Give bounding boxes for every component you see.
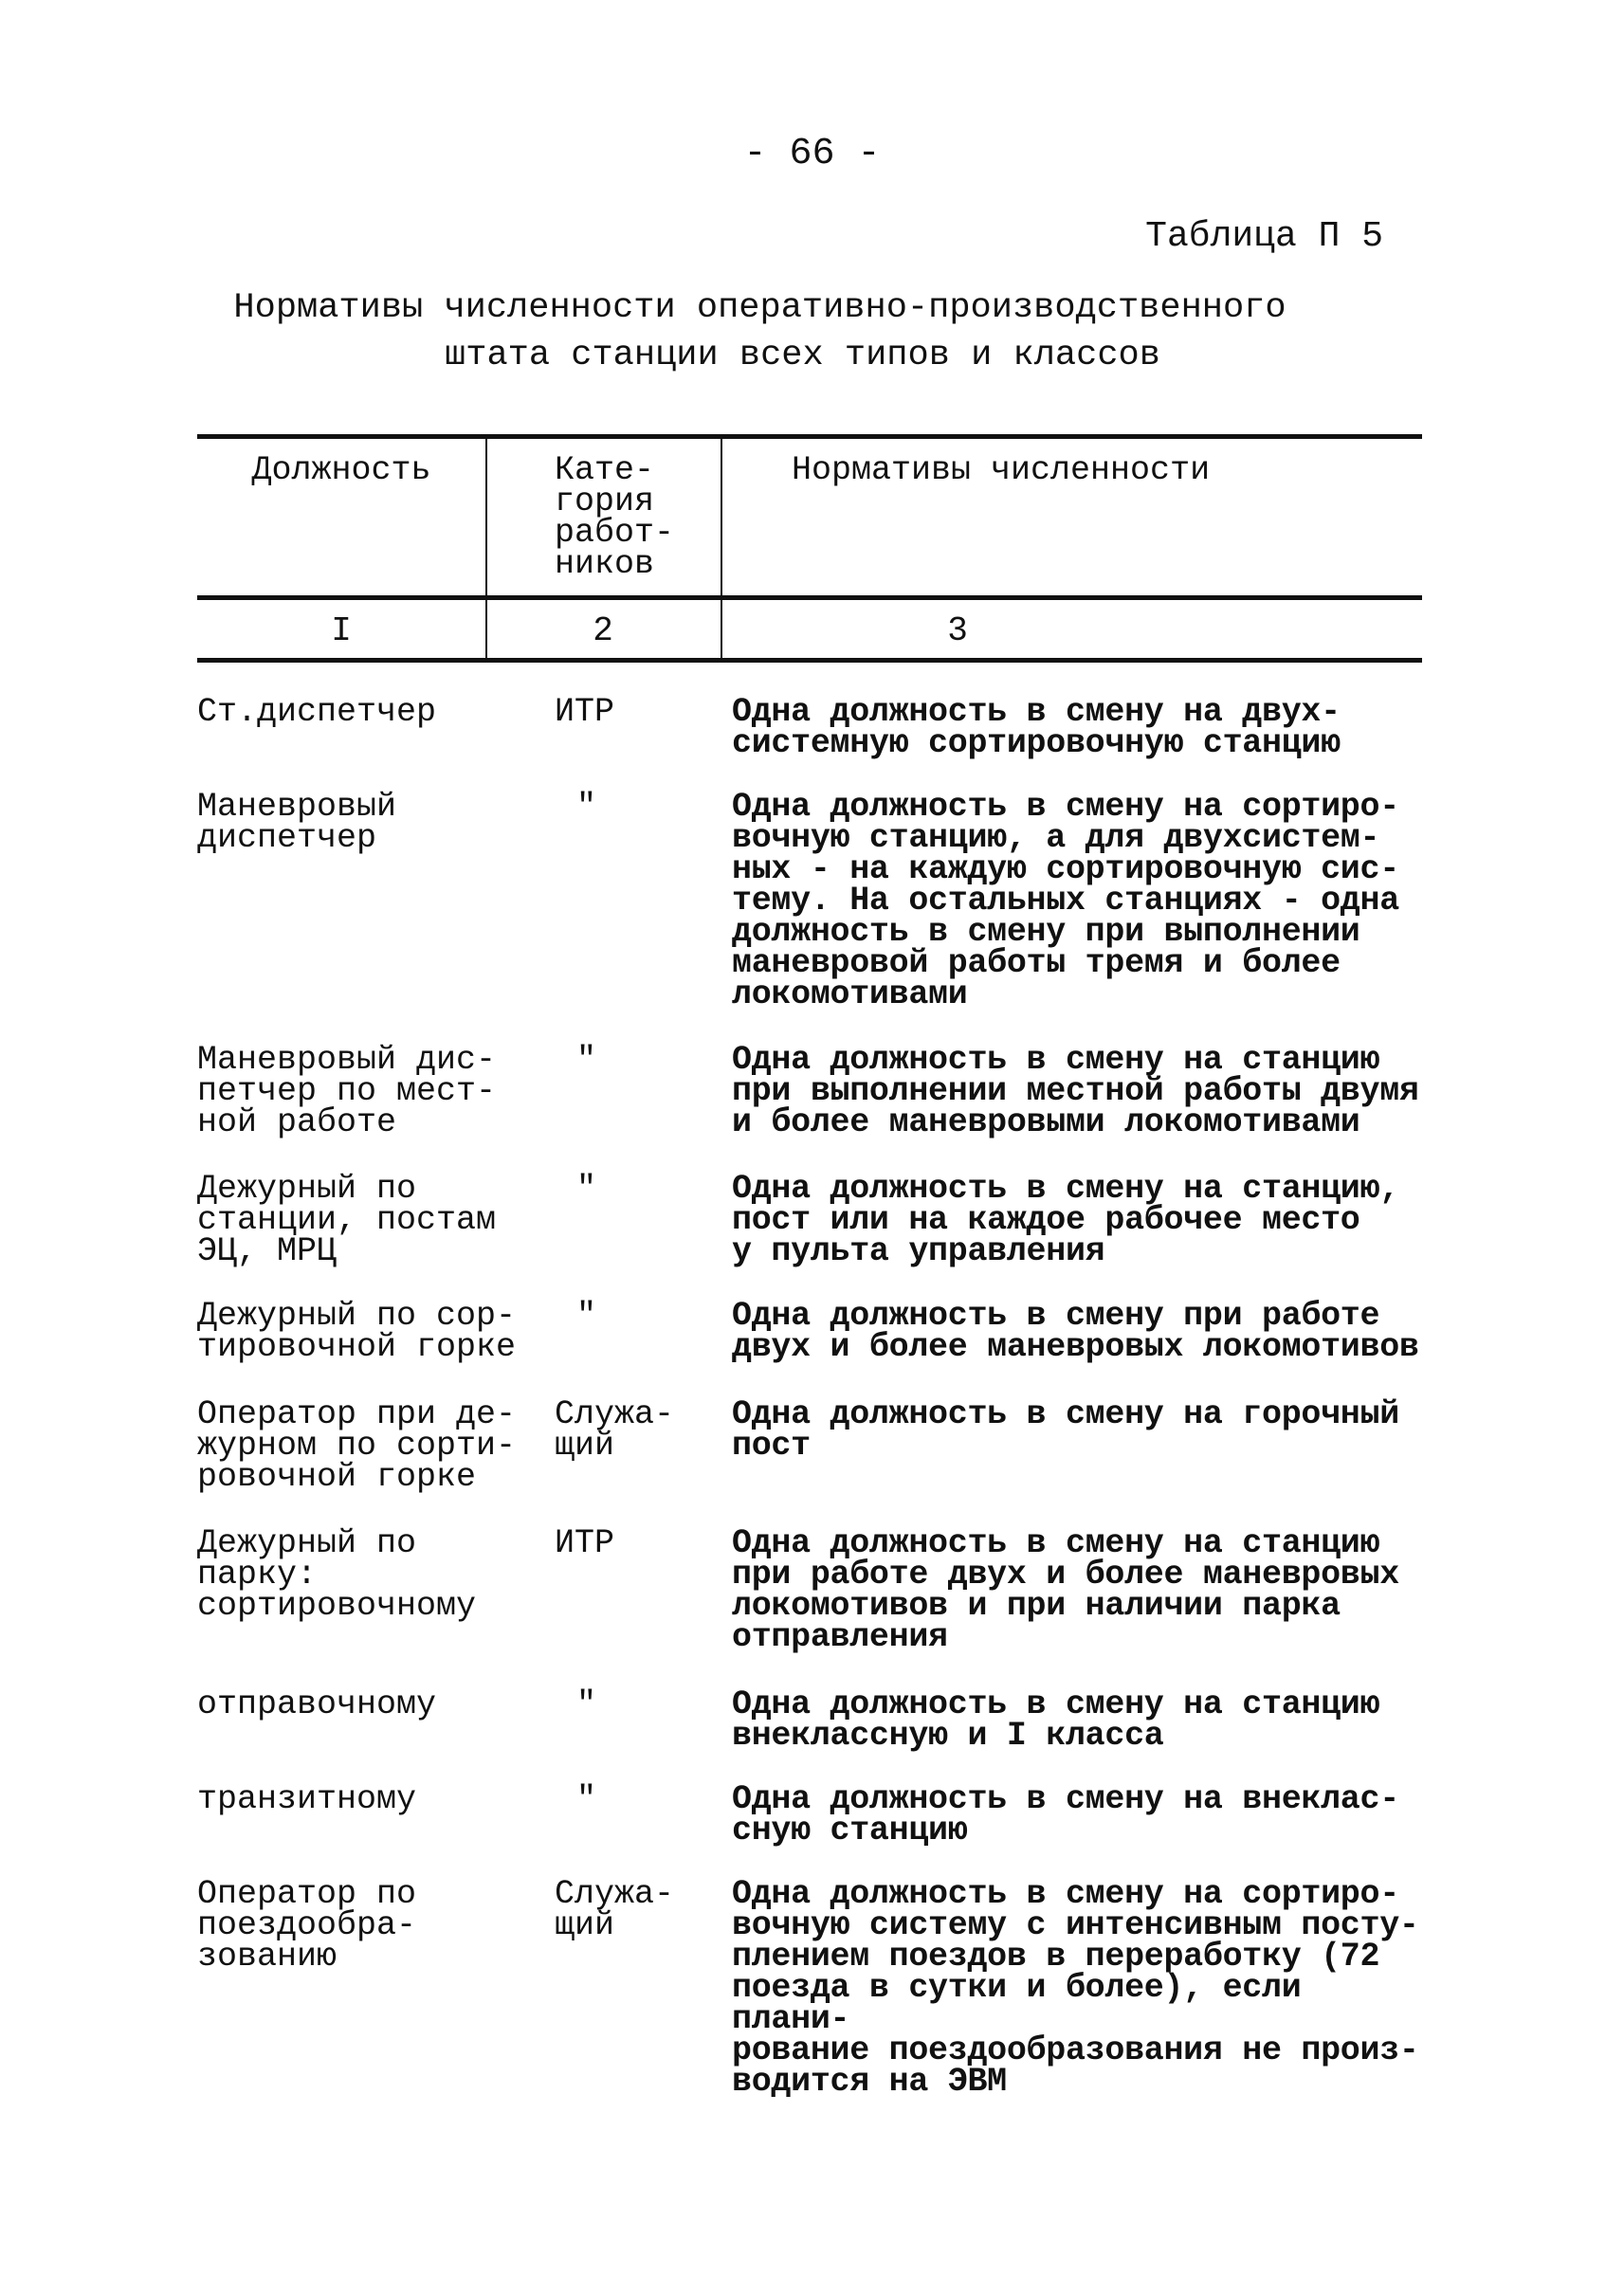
- cell-category: ": [576, 1780, 597, 1818]
- cell-position: Маневровый дис- петчер по мест- ной работе: [197, 1041, 497, 1141]
- header-norms: Нормативы численности: [792, 451, 1211, 489]
- cell-category: ": [576, 1041, 597, 1079]
- page-number: - 66 -: [743, 133, 881, 175]
- cell-category: ": [576, 1685, 597, 1723]
- cell-position: Оператор при де- журном по сорти- ровочной горке: [197, 1395, 517, 1496]
- cell-category: ИТР: [555, 693, 615, 731]
- cell-norm: Одна должность в смену на станцию внеклассную и I класса: [732, 1685, 1380, 1755]
- cell-norm: Одна должность в смену на горочный пост: [732, 1395, 1399, 1465]
- cell-category: ИТР: [555, 1524, 615, 1562]
- header-position: Должность: [251, 451, 431, 489]
- cell-norm: Одна должность в смену на сортиро- вочную систему с интенсивным посту- плением поездов в переработку (72 поезда в сутки и более), если плани- рование поездообразования не произ- водится на ЭВМ: [732, 1875, 1419, 2101]
- cell-category: Служа- щий: [555, 1395, 675, 1465]
- table-top-rule: [197, 434, 1422, 439]
- title-line-1: Нормативы численности оперативно-производственного: [233, 288, 1286, 328]
- cell-category: ": [576, 788, 597, 826]
- cell-position: отправочному: [197, 1685, 437, 1723]
- cell-position: Дежурный по станции, постам ЭЦ, МРЦ: [197, 1170, 497, 1270]
- column-numbers-rule: [197, 658, 1422, 663]
- cell-norm: Одна должность в смену при работе двух и более маневровых локомотивов: [732, 1297, 1419, 1366]
- column-number-1: I: [331, 611, 352, 650]
- cell-norm: Одна должность в смену на станцию при работе двух и более маневровых локомотивов и при наличии парка отправления: [732, 1524, 1399, 1656]
- cell-category: ": [576, 1297, 597, 1335]
- cell-category: Служа- щий: [555, 1875, 675, 1944]
- cell-position: Маневровый диспетчер: [197, 788, 397, 857]
- header-category: Кате- гория работ- ников: [555, 451, 675, 583]
- cell-norm: Одна должность в смену на сортиро- вочную станцию, а для двухсистем- ных - на каждую сортировочную сис- тему. На остальных станциях - одна должность в смену при выполнении маневровой работы тремя и более локомотивами: [732, 788, 1399, 1013]
- cell-norm: Одна должность в смену на станцию, пост или на каждое рабочее место у пульта управления: [732, 1170, 1399, 1270]
- header-bottom-rule: [197, 595, 1422, 600]
- cell-norm: Одна должность в смену на внеклас- сную станцию: [732, 1780, 1399, 1849]
- cell-position: Оператор по поездообра- зованию: [197, 1875, 417, 1976]
- column-number-3: 3: [947, 611, 968, 650]
- table-label: Таблица П 5: [1145, 216, 1383, 257]
- cell-position: транзитному: [197, 1780, 417, 1818]
- title-line-2: штата станции всех типов и классов: [445, 336, 1160, 375]
- cell-position: Дежурный по парку: сортировочному: [197, 1524, 477, 1625]
- cell-position: Дежурный по сор- тировочной горке: [197, 1297, 517, 1366]
- cell-category: ": [576, 1170, 597, 1208]
- cell-norm: Одна должность в смену на станцию при выполнении местной работы двумя и более маневровыми локомотивами: [732, 1041, 1419, 1141]
- cell-norm: Одна должность в смену на двух- системную сортировочную станцию: [732, 693, 1341, 762]
- cell-position: Ст.диспетчер: [197, 693, 437, 731]
- document-title: [0, 284, 1624, 379]
- column-number-2: 2: [593, 611, 613, 650]
